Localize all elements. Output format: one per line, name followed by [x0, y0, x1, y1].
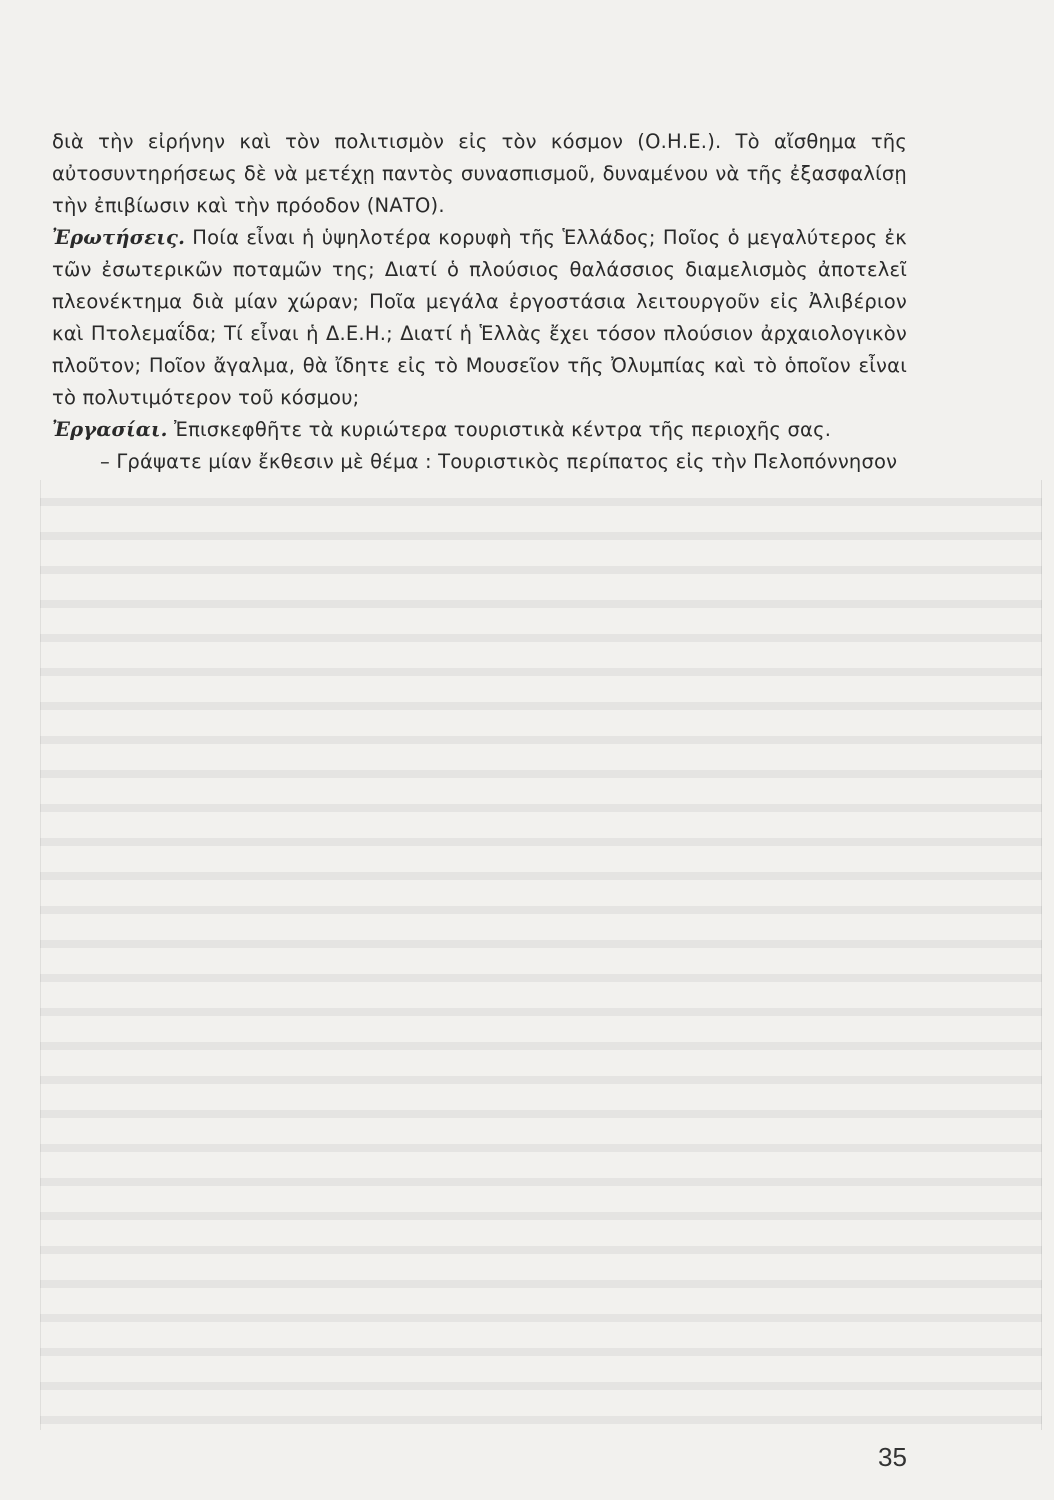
tasks-label: Ἐργασίαι.: [52, 418, 168, 441]
paragraph-tasks: [52, 414, 907, 446]
reverse-side-show-through: [40, 480, 1042, 1430]
page-number: 35: [878, 1442, 907, 1472]
paragraph-intro: διὰ τὴν εἰρήνην καὶ τὸν πολιτισμὸν εἰς τὸν κόσμον (Ο.Η.Ε.). Τὸ αἴσθημα τῆς αὐτοσυντηρήσεως δὲ νὰ μετέχῃ παντὸς συνασπισμοῦ, δυναμένου νὰ τῆς ἐξασφαλίσῃ τὴν ἐπιβίωσιν καὶ τὴν πρόοδον (ΝΑΤΟ).: [52, 130, 907, 217]
tasks-text: Ἐπισκεφθῆτε τὰ κυριώτερα τουριστικὰ κέντρα τῆς περιοχῆς σας.: [174, 418, 832, 441]
paragraph-questions: [52, 222, 907, 414]
text-block: [52, 126, 907, 478]
questions-label: Ἐρωτήσεις.: [52, 226, 186, 249]
paragraph-tasks-essay: – Γράψατε μίαν ἔκθεσιν μὲ θέμα : Τουριστικὸς περίπατος εἰς τὴν Πελοπόννησον: [100, 450, 898, 473]
questions-text: Ποία εἶναι ἡ ὑψηλοτέρα κορυφὴ τῆς Ἑλλάδος; Ποῖος ὁ μεγαλύτερος ἐκ τῶν ἐσωτερικῶν ποταμῶν της; Διατί ὁ πλούσιος θαλάσσιος διαμελισμὸς ἀποτελεῖ πλεονέκτημα διὰ μίαν χώραν; Ποῖα μεγάλα ἐργοστάσια λειτουργοῦν εἰς Ἀλιβέριον καὶ Πτολεμαΐδα; Τί εἶναι ἡ Δ.Ε.Η.; Διατί ἡ Ἑλλὰς ἔχει τόσον πλούσιον ἀρχαιολογικὸν πλοῦτον; Ποῖον ἄγαλμα, θὰ ἴδητε εἰς τὸ Μουσεῖον τῆς Ὀλυμπίας καὶ τὸ ὁποῖον εἶναι τὸ πολυτιμότερον τοῦ κόσμου;: [52, 226, 907, 409]
